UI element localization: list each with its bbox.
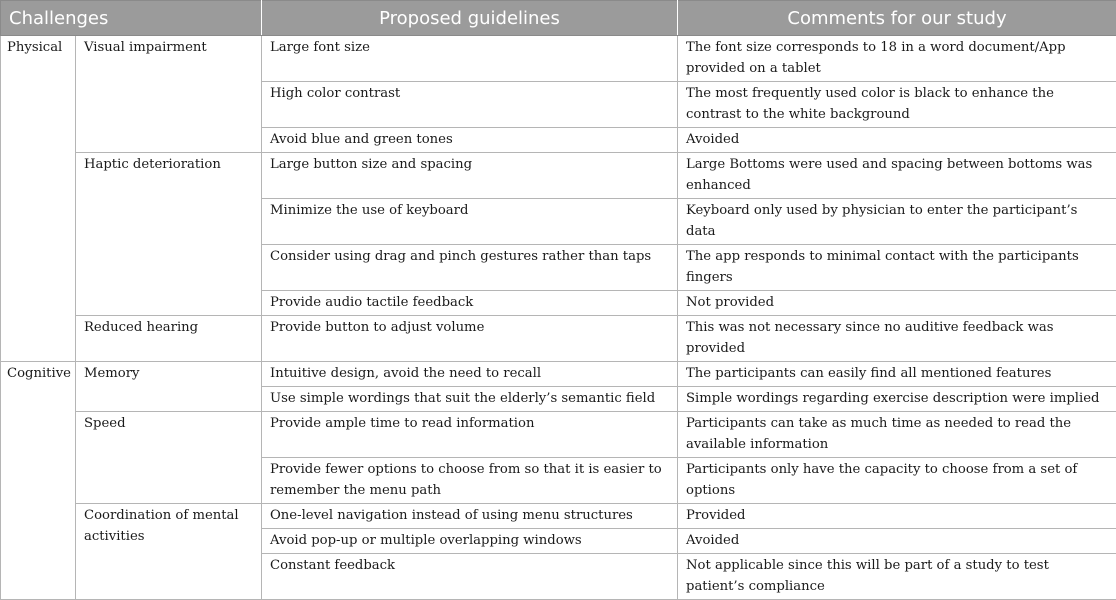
comment-cell: Keyboard only used by physician to enter the participant’s data	[678, 199, 1116, 245]
table-row	[1, 412, 1116, 458]
guideline-cell: Large button size and spacing	[262, 153, 678, 199]
challenge-subcategory: Visual impairment	[76, 36, 262, 153]
comment-cell: The font size corresponds to 18 in a word document/App provided on a tablet	[678, 36, 1116, 82]
comment-cell: Avoided	[678, 529, 1116, 554]
header-comments: Comments for our study	[678, 1, 1116, 36]
comment-cell: Large Bottoms were used and spacing between bottoms was enhanced	[678, 153, 1116, 199]
header-row	[1, 1, 1116, 36]
challenge-subcategory: Reduced hearing	[76, 316, 262, 362]
guideline-cell: Use simple wordings that suit the elderly’s semantic field	[262, 387, 678, 412]
guideline-cell: Provide ample time to read information	[262, 412, 678, 458]
comment-cell: This was not necessary since no auditive feedback was provided	[678, 316, 1116, 362]
table-header	[1, 1, 1116, 36]
table-row	[1, 316, 1116, 362]
challenge-subcategory: Memory	[76, 362, 262, 412]
table-row	[1, 153, 1116, 199]
challenge-subcategory: Haptic deterioration	[76, 153, 262, 316]
challenge-category: Cognitive	[1, 362, 76, 600]
guideline-cell: Provide button to adjust volume	[262, 316, 678, 362]
table-row	[1, 362, 1116, 387]
header-proposed-guidelines: Proposed guidelines	[262, 1, 678, 36]
comment-cell: Provided	[678, 504, 1116, 529]
comment-cell: Simple wordings regarding exercise description were implied	[678, 387, 1116, 412]
guideline-cell: One-level navigation instead of using menu structures	[262, 504, 678, 529]
guideline-cell: Avoid pop-up or multiple overlapping windows	[262, 529, 678, 554]
comment-cell: The most frequently used color is black to enhance the contrast to the white background	[678, 82, 1116, 128]
header-challenges: Challenges	[1, 1, 262, 36]
challenge-category: Physical	[1, 36, 76, 362]
guideline-cell: Provide audio tactile feedback	[262, 291, 678, 316]
comment-cell: The app responds to minimal contact with the participants fingers	[678, 245, 1116, 291]
guideline-cell: Intuitive design, avoid the need to recall	[262, 362, 678, 387]
guideline-cell: High color contrast	[262, 82, 678, 128]
guideline-cell: Constant feedback	[262, 554, 678, 600]
guideline-cell: Avoid blue and green tones	[262, 128, 678, 153]
guideline-cell: Consider using drag and pinch gestures rather than taps	[262, 245, 678, 291]
challenge-subcategory: Speed	[76, 412, 262, 504]
guideline-cell: Large font size	[262, 36, 678, 82]
guideline-cell: Provide fewer options to choose from so that it is easier to remember the menu path	[262, 458, 678, 504]
comment-cell: Not applicable since this will be part of a study to test patient’s compliance	[678, 554, 1116, 600]
comment-cell: Participants can take as much time as needed to read the available information	[678, 412, 1116, 458]
table-row	[1, 36, 1116, 82]
comment-cell: The participants can easily find all mentioned features	[678, 362, 1116, 387]
comment-cell: Avoided	[678, 128, 1116, 153]
table-row	[1, 504, 1116, 529]
table-body	[1, 36, 1116, 600]
comment-cell: Participants only have the capacity to choose from a set of options	[678, 458, 1116, 504]
guideline-cell: Minimize the use of keyboard	[262, 199, 678, 245]
challenge-subcategory: Coordination of mental activities	[76, 504, 262, 600]
comment-cell: Not provided	[678, 291, 1116, 316]
